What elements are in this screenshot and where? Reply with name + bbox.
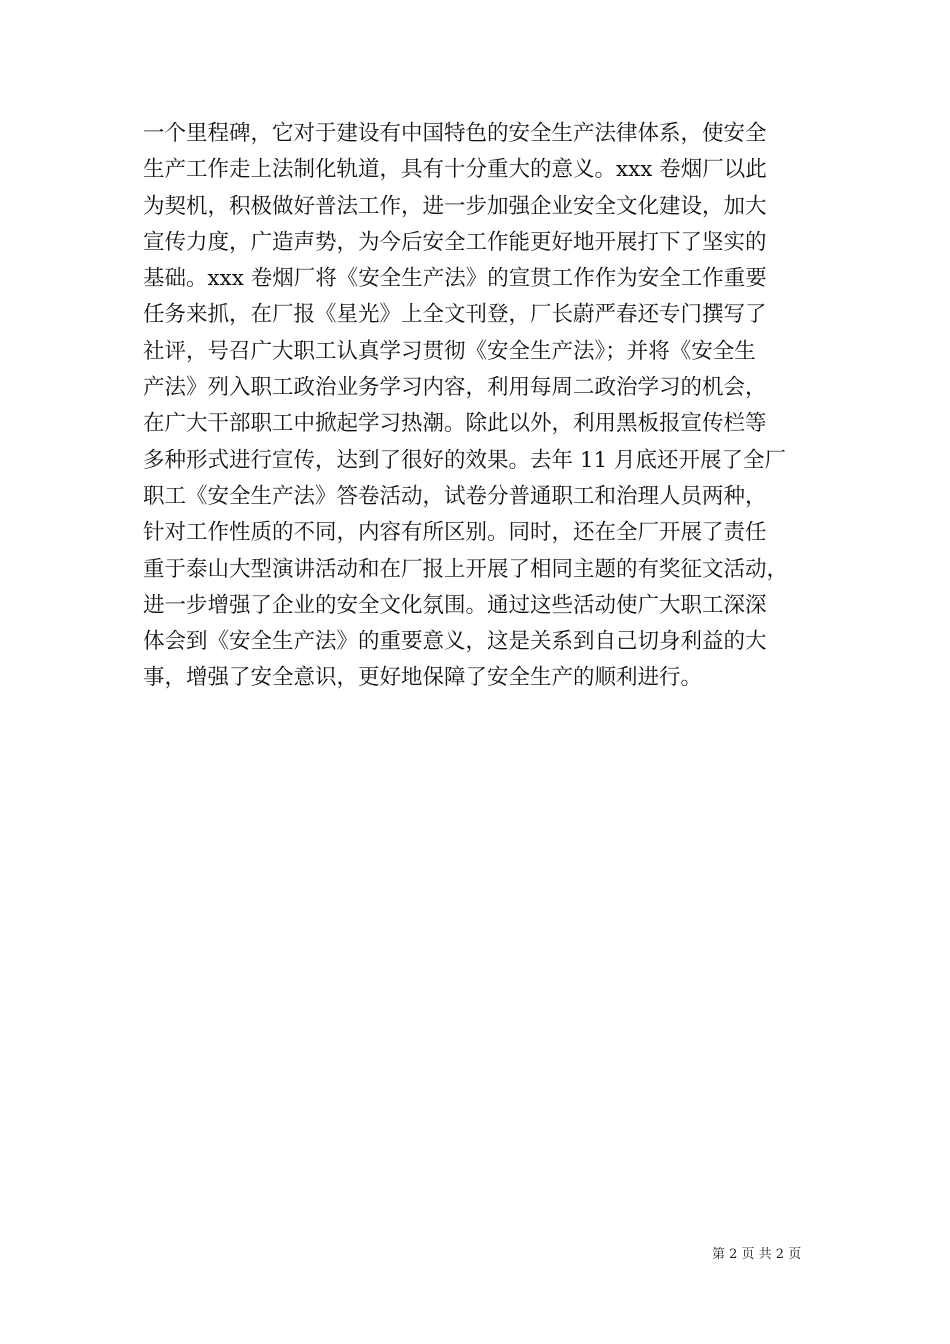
text-line: 职工《安全生产法》答卷活动，试卷分普通职工和治理人员两种，	[143, 483, 767, 509]
text-line: 事，增强了安全意识，更好地保障了安全生产的顺利进行。	[143, 665, 703, 691]
text-line: 在广大干部职工中掀起学习热潮。除此以外，利用黑板报宣传栏等	[143, 411, 767, 437]
body-paragraph	[143, 116, 843, 697]
text-line: 任务来抓，在厂报《星光》上全文刊登，厂长蔚严春还专门撰写了	[143, 302, 767, 328]
page-number-footer: 第 2 页 共 2 页	[712, 1247, 802, 1262]
text-line: 一个里程碑，它对于建设有中国特色的安全生产法律体系，使安全	[143, 121, 767, 146]
text-line: 针对工作性质的不同，内容有所区别。同时，还在全厂开展了责任	[143, 520, 767, 546]
text-line: 进一步增强了企业的安全文化氛围。通过这些活动使广大职工深深	[143, 592, 767, 618]
text-line: 宣传力度，广造声势，为今后安全工作能更好地开展打下了坚实的	[143, 229, 767, 255]
text-line: 生产工作走上法制化轨道，具有十分重大的意义。xxx 卷烟厂以此	[143, 157, 767, 183]
text-line: 基础。xxx 卷烟厂将《安全生产法》的宣贯工作作为安全工作重要	[143, 266, 767, 292]
text-line: 体会到《安全生产法》的重要意义，这是关系到自己切身利益的大	[143, 629, 767, 655]
text-line: 产法》列入职工政治业务学习内容，利用每周二政治学习的机会，	[143, 375, 767, 401]
text-line: 多种形式进行宣传，达到了很好的效果。去年 11 月底还开展了全厂	[143, 447, 787, 473]
text-line: 社评，号召广大职工认真学习贯彻《安全生产法》；并将《安全生	[143, 338, 756, 364]
text-line: 重于泰山大型演讲活动和在厂报上开展了相同主题的有奖征文活动，	[143, 556, 789, 582]
text-line: 为契机，积极做好普法工作，进一步加强企业安全文化建设，加大	[143, 193, 767, 219]
